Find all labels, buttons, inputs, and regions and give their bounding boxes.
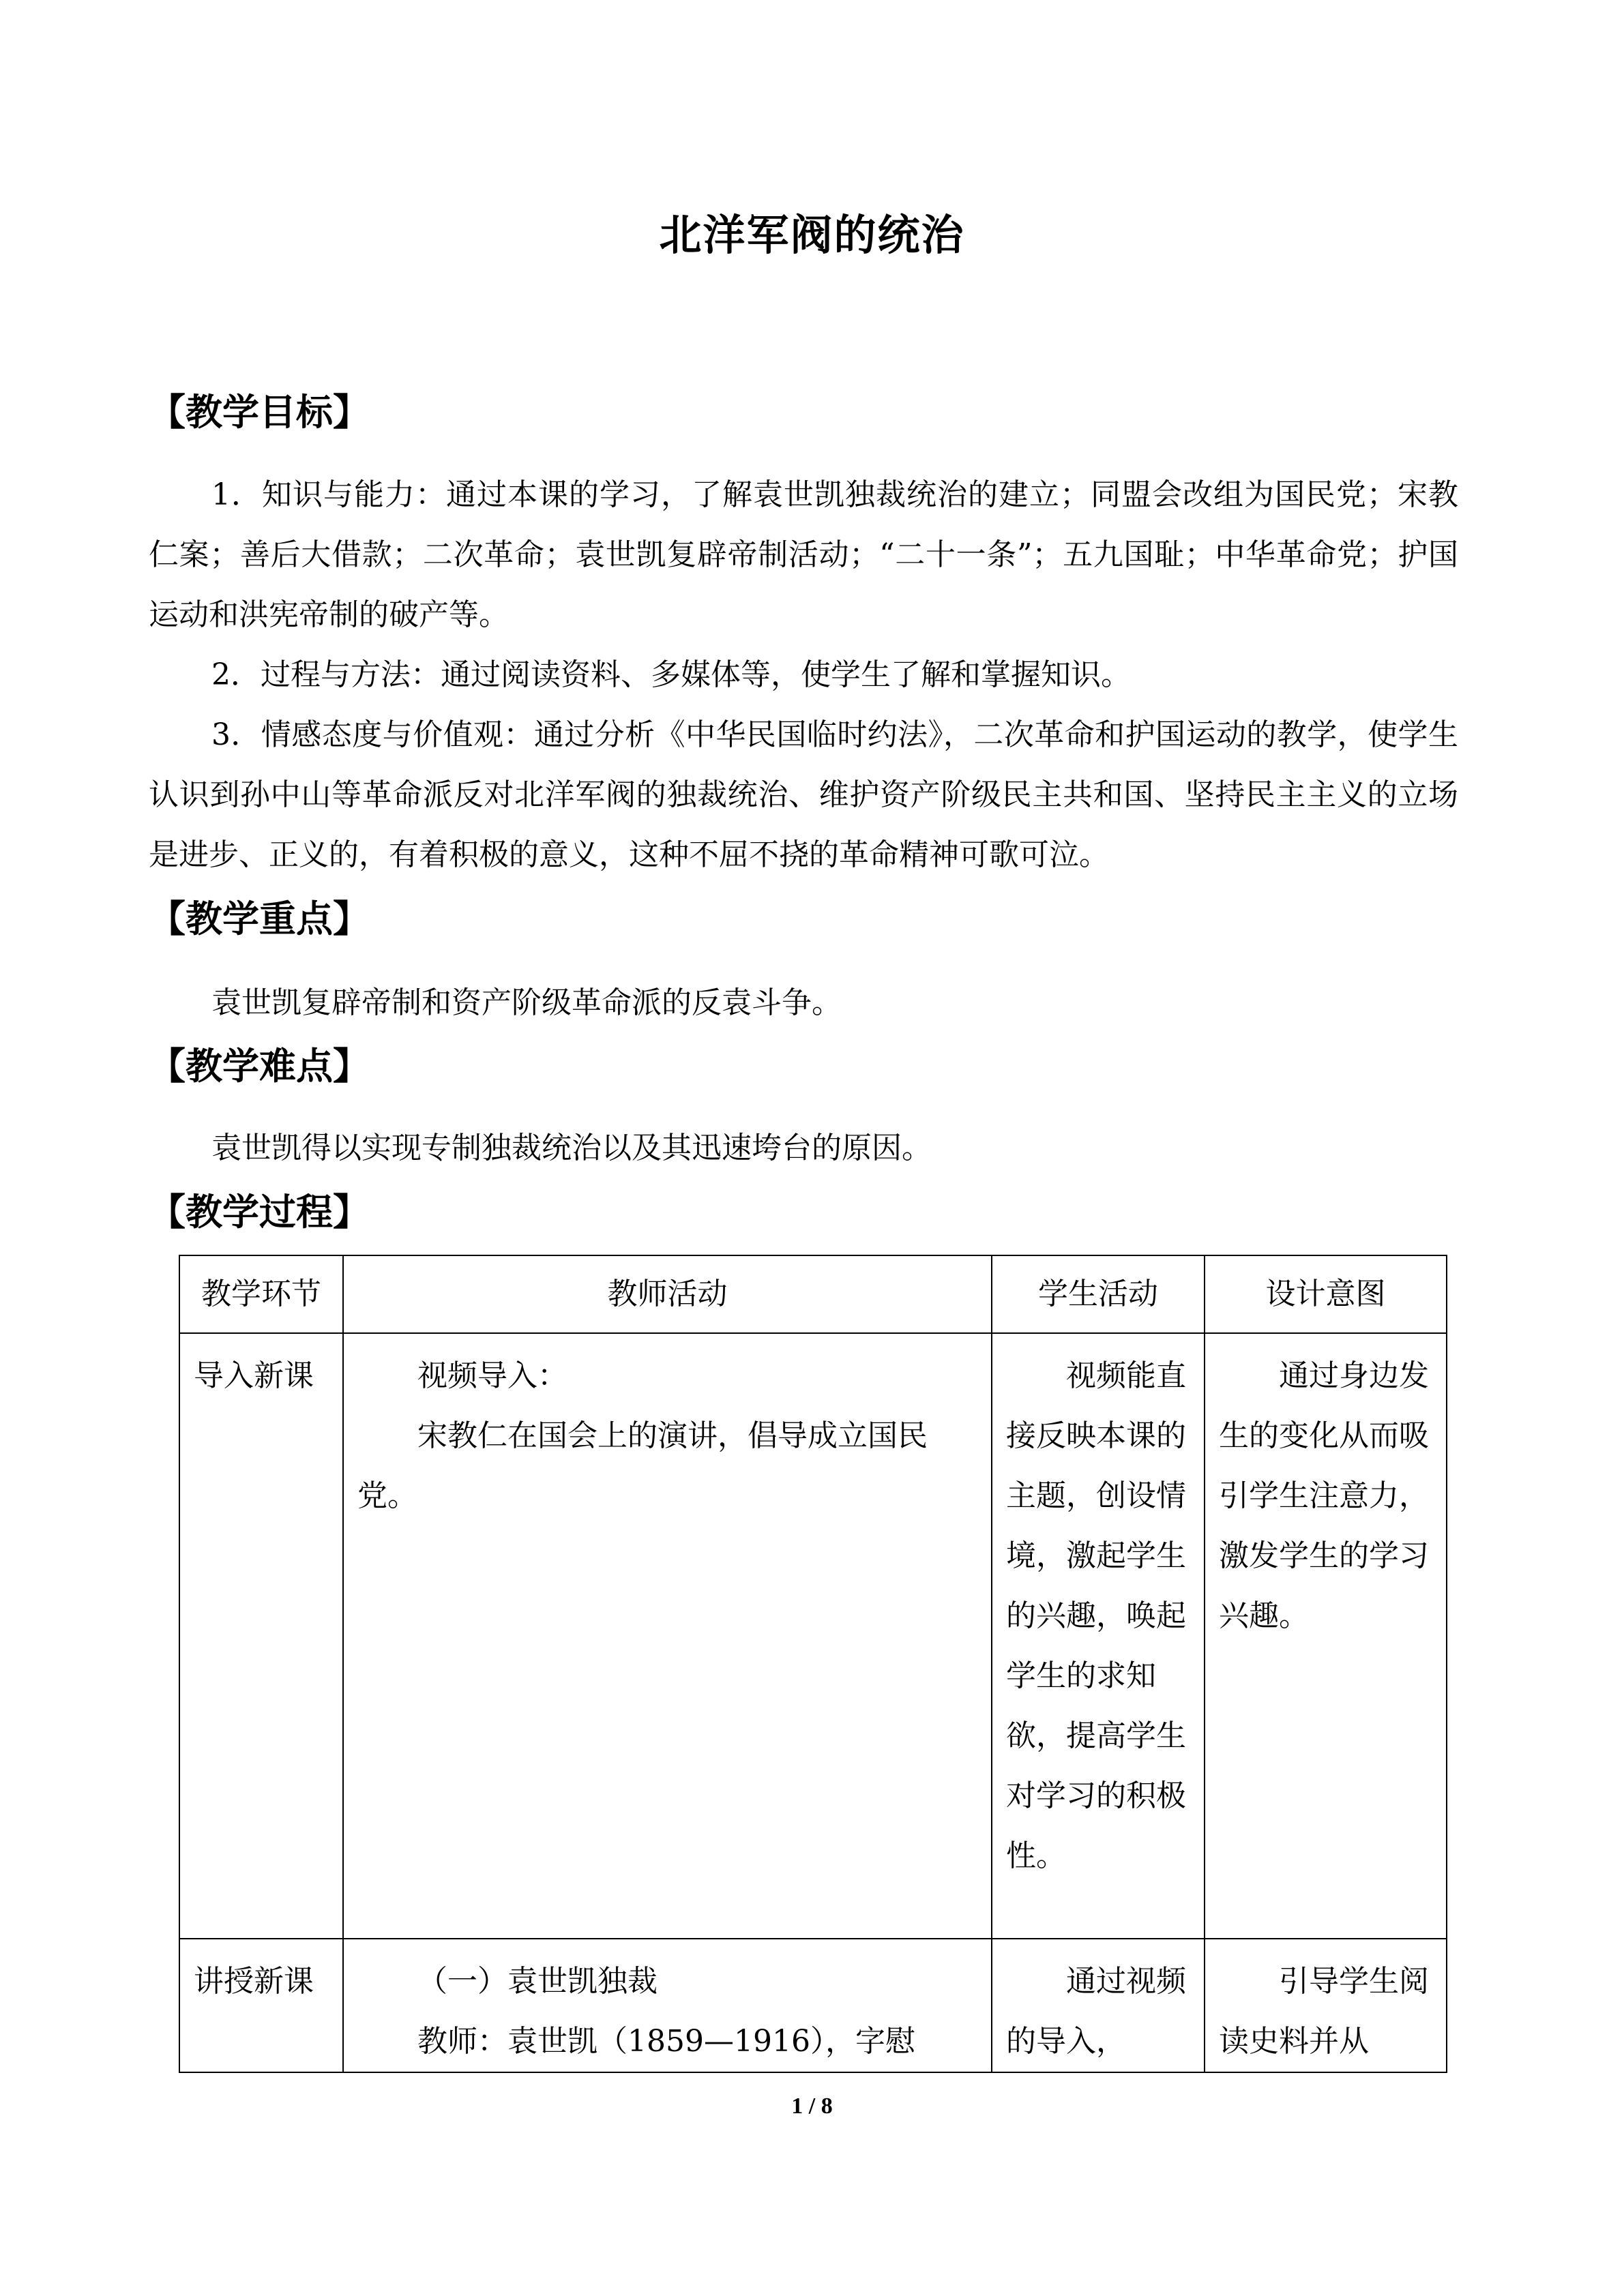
teacher-text: 视频导入： — [417, 1358, 567, 1393]
cell-student — [992, 1939, 1205, 2072]
header-teacher-activity: 教师活动 — [343, 1255, 992, 1333]
objective-item-3: 3．情感态度与价值观：通过分析《中华民国临时约法》，二次革命和护国运动的教学，使学生认识到孙中山等革命派反对北洋军阀的独裁统治、维护资产阶级民主共和国、坚持民主主义的立场是进步、正义的，有着积极的意义，这种不屈不挠的革命精神可歌可泣。 — [149, 717, 1458, 872]
teaching-process-table — [179, 1255, 1447, 2073]
objective-item-2: 2．过程与方法：通过阅读资料、多媒体等，使学生了解和掌握知识。 — [211, 657, 1131, 692]
key-points-text: 袁世凯复辟帝制和资产阶级革命派的反袁斗争。 — [211, 985, 842, 1020]
teacher-text: 教师：袁世凯（1859—1916），字慰 — [417, 2024, 915, 2059]
teacher-text: 宋教仁在国会上的演讲，倡导成立国民党。 — [357, 1418, 928, 1513]
page-number: 1 / 8 — [791, 2093, 833, 2119]
objective-item-1: 1．知识与能力：通过本课的学习，了解袁世凯独裁统治的建立；同盟会改组为国民党；宋教仁案；善后大借款；二次革命；袁世凯复辟帝制活动；“二十一条”；五九国耻；中华革命党；护国运动和洪宪帝制的破产等。 — [149, 477, 1458, 632]
heading-process: 【教学过程】 — [149, 1191, 370, 1234]
cell-teacher — [343, 1333, 992, 1939]
table-header-row — [179, 1255, 1447, 1333]
cell-teacher — [343, 1939, 992, 2072]
teacher-text: （一）袁世凯独裁 — [417, 1964, 658, 1999]
heading-difficulties: 【教学难点】 — [149, 1045, 370, 1088]
cell-stage — [179, 1333, 343, 1939]
student-text: 通过视频的导入， — [1006, 1964, 1186, 2059]
header-student-activity: 学生活动 — [992, 1255, 1205, 1333]
heading-key-points: 【教学重点】 — [149, 897, 370, 940]
student-text: 视频能直接反映本课的主题，创设情境，激起学生的兴趣，唤起学生的求知欲，提高学生对学习的积极性。 — [1006, 1358, 1186, 1873]
cell-intent — [1205, 1939, 1447, 2072]
table-row — [179, 1939, 1447, 2072]
table-row — [179, 1333, 1447, 1939]
page-title: 北洋军阀的统治 — [659, 210, 965, 260]
stage-text: 导入新课 — [194, 1358, 314, 1393]
intent-text: 通过身边发生的变化从而吸引学生注意力，激发学生的学习兴趣。 — [1219, 1358, 1429, 1633]
heading-objectives: 【教学目标】 — [149, 391, 370, 434]
header-stage: 教学环节 — [179, 1255, 343, 1333]
intent-text: 引导学生阅读史料并从 — [1219, 1964, 1429, 2059]
header-design-intent: 设计意图 — [1205, 1255, 1447, 1333]
cell-student — [992, 1333, 1205, 1939]
difficulties-text: 袁世凯得以实现专制独裁统治以及其迅速垮台的原因。 — [211, 1131, 932, 1165]
cell-stage — [179, 1939, 343, 2072]
cell-intent — [1205, 1333, 1447, 1939]
stage-text: 讲授新课 — [194, 1964, 314, 1999]
